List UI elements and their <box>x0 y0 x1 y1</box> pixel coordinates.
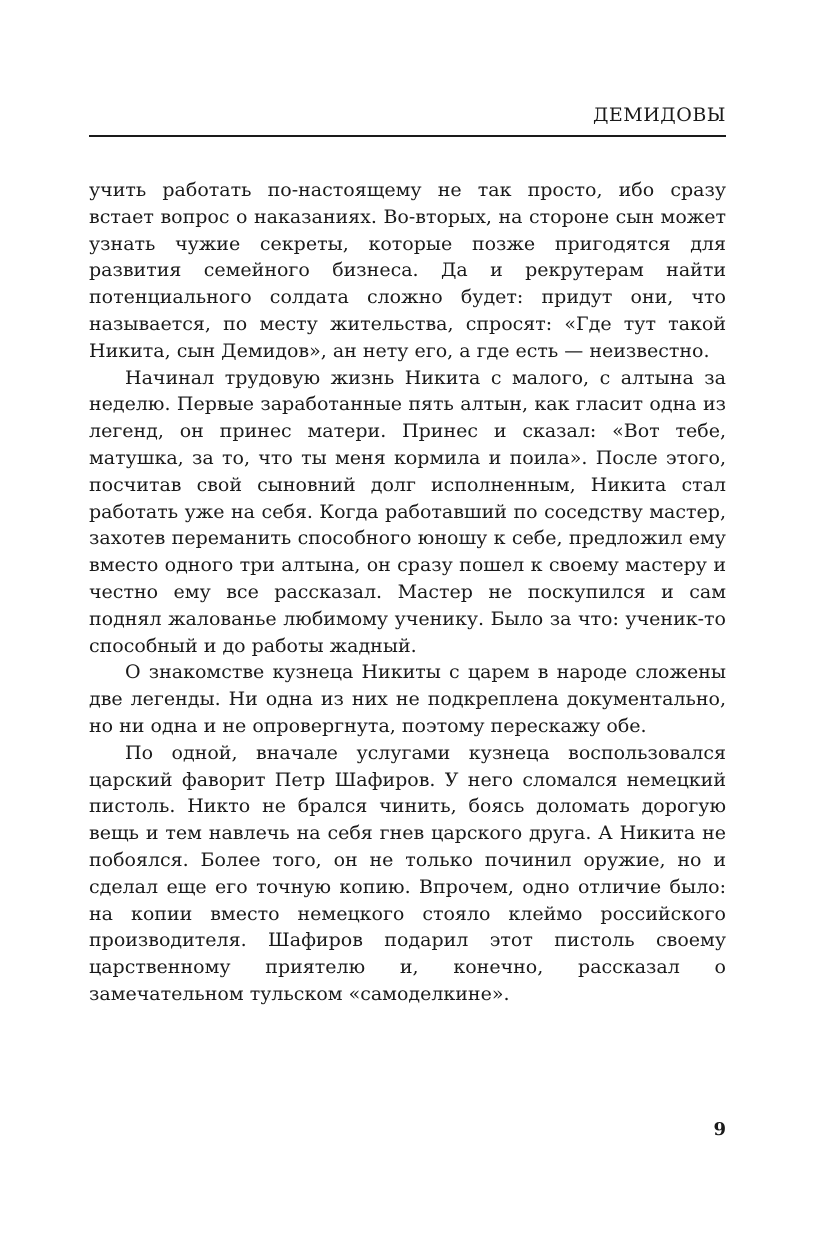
running-title: ДЕМИДОВЫ <box>592 104 726 126</box>
paragraph-4: По одной, вначале услугами кузнеца воспользовался царский фаворит Петр Шафиров. У него сломался немецкий пистоль. Никто не брался чинить, боясь доломать дорогую вещь и тем навлечь на себя гнев царского друга. А Никита не побоялся. Более того, он не только починил оружие, но и сделал еще его точную копию. Впрочем, одно отличие было: на копии вместо немецкого стояло клеймо российского производителя. Шафиров подарил этот пистоль своему царственному приятелю и, конечно, рассказал о замечательном тульском «самоделкине». <box>89 741 726 1005</box>
paragraph-2: Начинал трудовую жизнь Никита с малого, с алтына за неделю. Первые заработанные пять алтын, как гласит одна из легенд, он принес матери. Принес и сказал: «Вот тебе, матушка, за то, что ты меня кормила и поила». После этого, посчитав свой сыновний долг исполненным, Никита стал работать уже на себя. Когда работавший по соседству мастер, захотев переманить способного юношу к себе, предложил ему вместо одного три алтына, он сразу пошел к своему мастеру и честно ему все рассказал. Мастер не поскупился и сам поднял жалованье любимому ученику. Было за что: ученик-то способный и до работы жадный. <box>89 366 726 657</box>
paragraph-3: О знакомстве кузнеца Никиты с царем в народе сложены две легенды. Ни одна из них не подкреплена документально, но ни одна и не опровергнута, поэтому перескажу обе. <box>89 661 726 737</box>
header-rule <box>89 135 726 137</box>
page-number: 9 <box>713 1119 726 1140</box>
page-body <box>89 177 726 1008</box>
paragraph-1: учить работать по-настоящему не так просто, ибо сразу встает вопрос о наказаниях. Во-вторых, на стороне сын может узнать чужие секреты, которые позже пригодятся для развития семейного бизнеса. Да и рекрутерам найти потенциального солдата сложно будет: придут они, что называется, по месту жительства, спросят: «Где тут такой Никита, сын Демидов», ан нету его, а где есть — неизвестно. <box>89 179 726 362</box>
